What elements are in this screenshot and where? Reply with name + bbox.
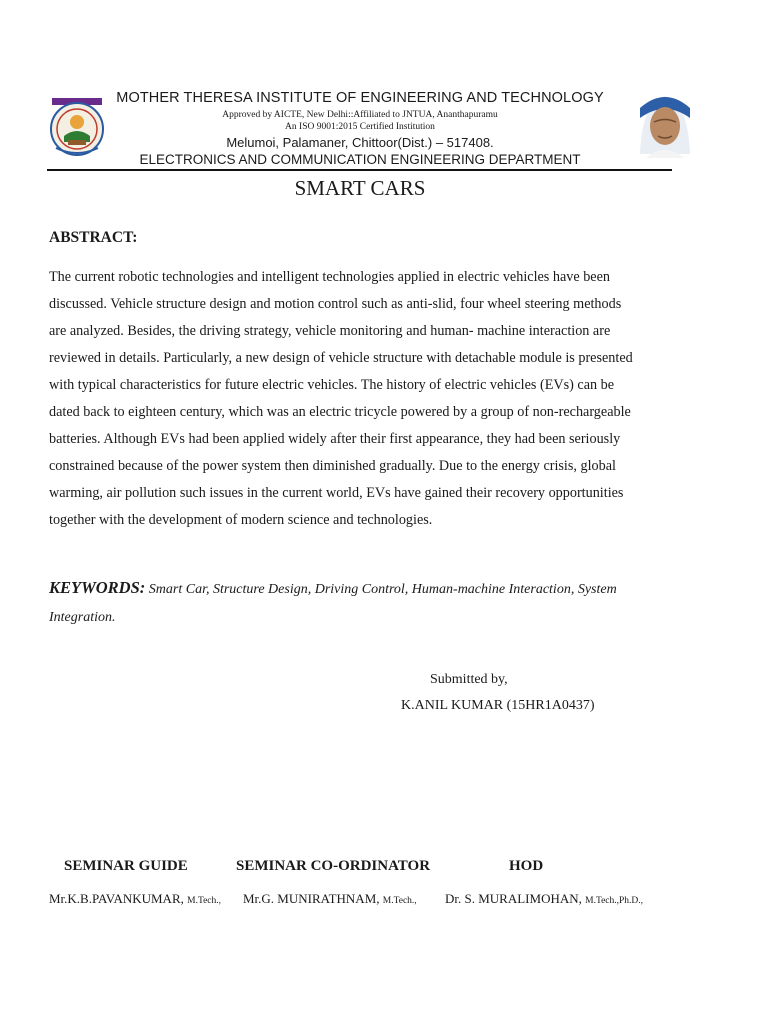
abstract-line: together with the development of modern science and technologies. [49,512,433,528]
person-degree: M.Tech., [187,896,222,906]
seminar-guide-role: SEMINAR GUIDE [64,858,188,874]
portrait-photo-icon [636,88,694,158]
header-divider [47,169,672,171]
abstract-line: batteries. Although EVs had been applied widely after their first appearance, they had been seriously [49,431,621,447]
abstract-line: dated back to eighteen century, which was an electric tricycle powered by a group of non-rechargeable [49,404,631,420]
abstract-heading: ABSTRACT: [49,229,138,246]
keywords-paragraph [49,574,674,632]
document-title: SMART CARS [294,176,426,200]
submitter-name: K.ANIL KUMAR (15HR1A0437) [401,698,595,713]
seminar-coordinator-role: SEMINAR CO-ORDINATOR [236,858,431,874]
abstract-line: discussed. Vehicle structure design and motion control such as anti-slid, four wheel steering methods [49,296,622,312]
seminar-guide-name [49,891,221,907]
hod-name [445,891,643,907]
abstract-line: are analyzed. Besides, the driving strategy, vehicle monitoring and human- machine interaction are [49,323,611,339]
iso-certification: An ISO 9001:2015 Certified Institution [285,122,435,132]
abstract-body [49,264,674,534]
institute-name: MOTHER THERESA INSTITUTE OF ENGINEERING AND TECHNOLOGY [116,90,604,106]
person-degree: M.Tech., [382,896,417,906]
person-name: Mr.G. MUNIRATHNAM, [243,891,380,906]
institute-address: Melumoi, Palamaner, Chittoor(Dist.) – 517408. [226,135,494,150]
person-name: Mr.K.B.PAVANKUMAR, [49,891,184,906]
department-name: ELECTRONICS AND COMMUNICATION ENGINEERING DEPARTMENT [139,152,581,167]
approval-line: Approved by AICTE, New Delhi::Affiliated to JNTUA, Ananthapuramu [222,110,498,120]
abstract-line: with typical characteristics for future electric vehicles. The history of electric vehicles (EVs) can be [49,377,615,393]
person-degree: M.Tech.,Ph.D., [585,896,644,906]
keywords-text: Smart Car, Structure Design, Driving Control, Human-machine Interaction, System Integration. [49,582,617,625]
person-name: Dr. S. MURALIMOHAN, [445,891,582,906]
hod-role: HOD [509,858,544,874]
abstract-line: warming, air pollution such issues in the current world, EVs have gained their recovery opportunities [49,485,624,501]
abstract-line: The current robotic technologies and intelligent technologies applied in electric vehicles have been [49,269,610,285]
seminar-coordinator-name [243,891,417,907]
abstract-line: reviewed in details. Particularly, a new design of vehicle structure with detachable module is presented [49,350,633,366]
college-emblem-icon [46,96,108,158]
keywords-label: KEYWORDS: [49,578,146,597]
submitted-by-label: Submitted by, [430,672,508,687]
abstract-line: constrained because of the power system then diminished gradually. Due to the energy crisis, global [49,458,616,474]
